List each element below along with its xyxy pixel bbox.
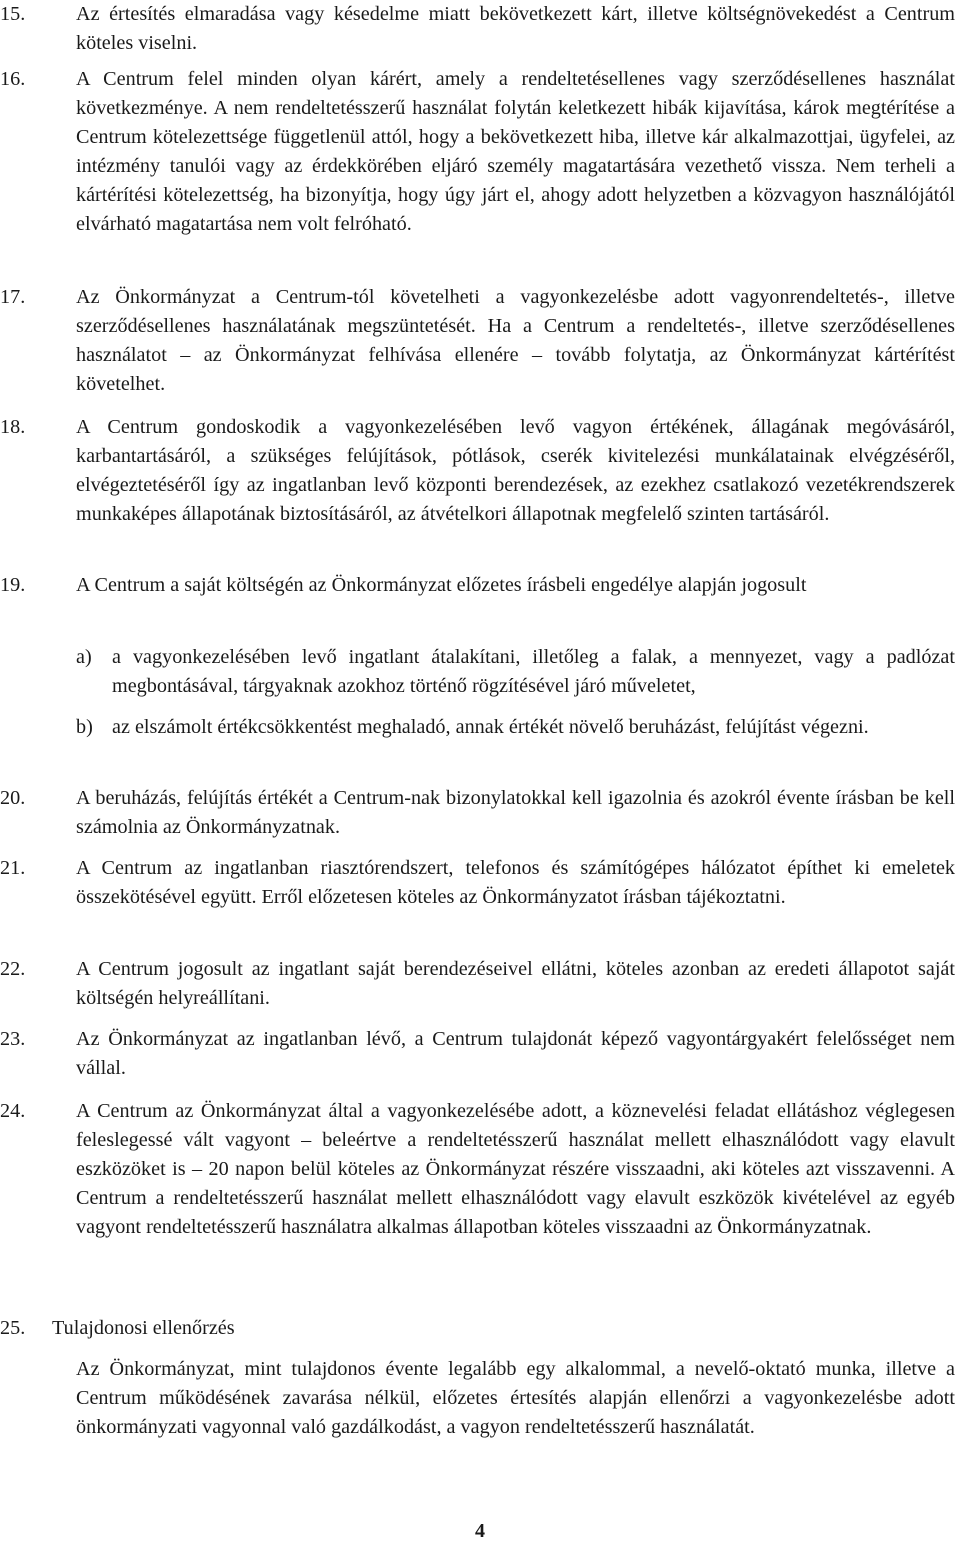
item-24 xyxy=(0,1097,955,1242)
item-22 xyxy=(0,955,955,1013)
item-19 xyxy=(0,571,955,600)
subitem-a xyxy=(76,643,955,701)
item-number: 22. xyxy=(0,958,26,980)
item-number: 21. xyxy=(0,857,26,879)
item-number: 18. xyxy=(0,416,26,438)
page-number: 4 xyxy=(475,1520,485,1542)
section-heading: Tulajdonosi ellenőrzés xyxy=(52,1317,235,1339)
subitem-label: a) xyxy=(76,646,92,668)
subitem-label: b) xyxy=(76,716,93,738)
item-15 xyxy=(0,0,955,58)
item-17 xyxy=(0,283,955,399)
subitem-text: a vagyonkezelésében levő ingatlant átalakítani, illetőleg a falak, a mennyezet, vagy a padlózat megbontásával, tárgyaknak azokhoz történő rögzítésével járó műveletet, xyxy=(112,646,955,697)
item-text: A Centrum jogosult az ingatlant saját berendezéseivel ellátni, köteles azonban az eredeti állapotot saját költségén helyreállítani. xyxy=(76,958,955,1009)
closing-paragraph xyxy=(0,1355,955,1442)
item-number: 19. xyxy=(0,574,26,596)
item-number: 20. xyxy=(0,787,26,809)
item-number: 25. xyxy=(0,1317,26,1339)
item-23 xyxy=(0,1025,955,1083)
item-number: 24. xyxy=(0,1100,26,1122)
item-text: A Centrum felel minden olyan kárért, amely a rendeltetésellenes vagy szerződésellenes használat következménye. A nem rendeltetésszerű használat folytán keletkezett hibák kijavítása, károk megtérítése a Centrum kötelezettsége függetlenül attól, hogy a bekövetkezett hiba, illetve kár alkalmazottjai, ügyfelei, az intézmény tanulói vagy az érdekkörében eljáró személy magatartására vezethető vissza. Nem terheli a kártérítési kötelezettség, ha bizonyítja, hogy úgy járt el, ahogy adott helyzetben a közvagyon használójától elvárható magatartása nem volt felróható. xyxy=(76,68,955,235)
item-18 xyxy=(0,413,955,529)
item-16 xyxy=(0,65,955,239)
item-number: 17. xyxy=(0,286,26,308)
subitem-b xyxy=(76,713,955,742)
closing-paragraph-text: Az Önkormányzat, mint tulajdonos évente legalább egy alkalommal, a nevelő-oktató munka, illetve a Centrum működésének zavarása nélkül, előzetes értesítés alapján ellenőrzi a vagyonkezelésbe adott önkormányzati vagyonnal való gazdálkodást, a vagyon rendeltetésszerű használatát. xyxy=(76,1358,955,1438)
item-25 xyxy=(0,1314,955,1343)
subitem-text: az elszámolt értékcsökkentést meghaladó, annak értékét növelő beruházást, felújítást végezni. xyxy=(112,716,869,738)
item-number: 23. xyxy=(0,1028,26,1050)
item-text: A Centrum az ingatlanban riasztórendszert, telefonos és számítógépes hálózatot építhet ki emeletek összekötésével együtt. Erről előzetesen köteles az Önkormányzatot írásban tájékoztatni. xyxy=(76,857,955,908)
item-number: 16. xyxy=(0,68,26,90)
item-text: A Centrum gondoskodik a vagyonkezelésében levő vagyon értékének, állagának megóvásáról, karbantartásáról, a szükséges felújítások, pótlások, cserék kivitelezési munkálatainak elvégzéséről, elvégeztetéséről így az ingatlanban levő központi berendezések, az ezekhez csatlakozó vezetékrendszerek munkaképes állapotának biztosításáról, az átvételkori állapotnak megfelelő szinten tartásáról. xyxy=(76,416,955,525)
item-text: A Centrum a saját költségén az Önkormányzat előzetes írásbeli engedélye alapján jogosult xyxy=(76,574,807,596)
item-number: 15. xyxy=(0,3,26,25)
item-text: Az értesítés elmaradása vagy késedelme miatt bekövetkezett kárt, illetve költségnövekedést a Centrum köteles viselni. xyxy=(76,3,955,54)
item-20 xyxy=(0,784,955,842)
item-text: A beruházás, felújítás értékét a Centrum-nak bizonylatokkal kell igazolnia és azokról évente írásban be kell számolnia az Önkormányzatnak. xyxy=(76,787,955,838)
item-text: A Centrum az Önkormányzat által a vagyonkezelésébe adott, a köznevelési feladat ellátáshoz véglegesen feleslegessé vált vagyont – beleértve a rendeltetésszerű használat mellett elhasználódott vagy elavult eszközöket is – 20 napon belül köteles az Önkormányzat részére visszaadni, aki köteles azt visszavenni. A Centrum a rendeltetésszerű használat mellett elhasználódott vagy elavult eszközök kivételével az egyéb vagyont rendeltetésszerű használatra alkalmas állapotban köteles visszaadni az Önkormányzatnak. xyxy=(76,1100,955,1238)
item-21 xyxy=(0,854,955,912)
item-text: Az Önkormányzat a Centrum-tól követelheti a vagyonkezelésbe adott vagyonrendeltetés-, illetve szerződésellenes használatának megszüntetését. Ha a Centrum a rendeltetés-, illetve szerződésellenes használatot – az Önkormányzat felhívása ellenére – tovább folytatja, az Önkormányzat kártérítést követelhet. xyxy=(76,286,955,395)
item-text: Az Önkormányzat az ingatlanban lévő, a Centrum tulajdonát képező vagyontárgyakért felelősséget nem vállal. xyxy=(76,1028,955,1079)
